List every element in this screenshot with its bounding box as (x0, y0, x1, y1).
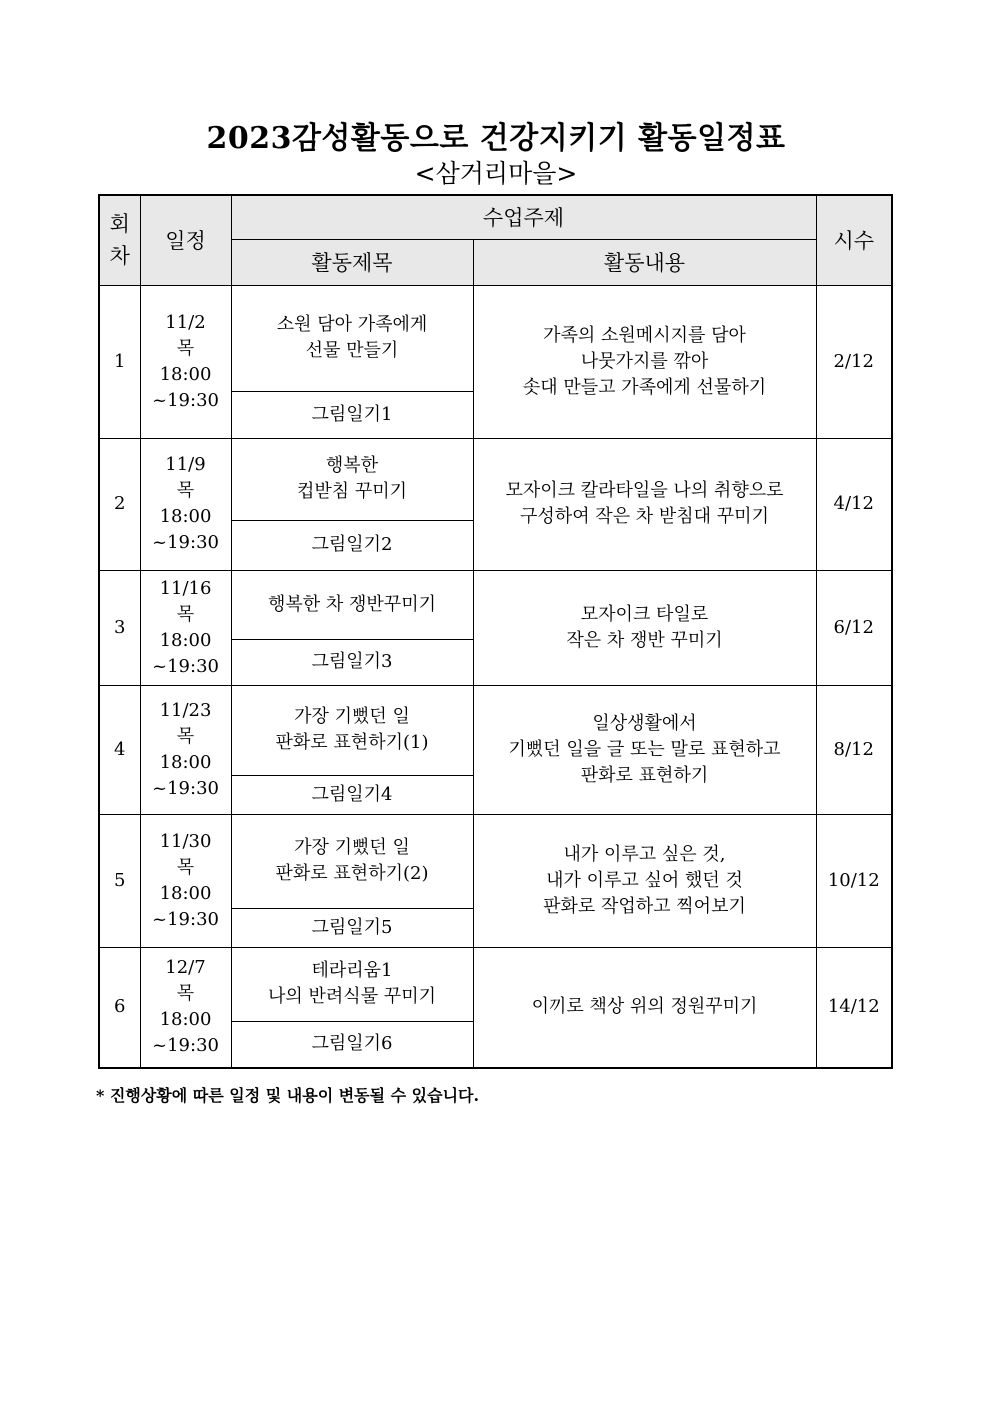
activity-content-line: 내가 이루고 싶어 했던 것 (546, 869, 743, 891)
diary-cell: 그림일기4 (231, 775, 473, 814)
start-time: 18:00 (159, 506, 212, 527)
schedule-table (98, 194, 893, 1069)
day: 목 (176, 856, 195, 878)
activity-content-line: 모자이크 칼라타일을 나의 취향으로 (505, 480, 784, 501)
activity-content-cell (473, 685, 816, 814)
table-row (99, 814, 892, 908)
end-time: ~19:30 (152, 655, 219, 677)
activity-title-line: 소원 담아 가족에게 (276, 314, 428, 335)
end-time: ~19:30 (152, 389, 219, 411)
page-title: 2023감성활동으로 건강지키기 활동일정표 (206, 121, 786, 156)
table-row (99, 685, 892, 775)
activity-content-line: 작은 차 쟁반 꾸미기 (566, 629, 723, 651)
diary-cell: 그림일기6 (231, 1021, 473, 1068)
activity-title-line: 가장 기뻤던 일 (294, 706, 410, 727)
activity-content-line: 기뻤던 일을 글 또는 말로 표현하고 (508, 738, 781, 760)
schedule-cell (140, 814, 231, 947)
schedule-cell (140, 685, 231, 814)
activity-content-cell (473, 814, 816, 947)
day: 목 (176, 725, 195, 747)
round-cell: 3 (99, 570, 140, 685)
activity-content-line: 구성하여 작은 차 받침대 꾸미기 (520, 506, 769, 527)
header-topic: 수업주제 (231, 195, 816, 239)
activity-title-line: 컵받침 꾸미기 (296, 481, 408, 502)
diary-cell: 그림일기2 (231, 520, 473, 570)
schedule-cell (140, 285, 231, 438)
header-schedule: 일정 (140, 195, 231, 285)
day: 목 (176, 983, 195, 1005)
footnote: * 진행상황에 따른 일정 및 내용이 변동될 수 있습니다. (96, 1086, 480, 1105)
hours-cell: 14/12 (816, 947, 892, 1068)
hours-cell: 4/12 (816, 438, 892, 570)
activity-title-cell (231, 570, 473, 639)
start-time: 18:00 (159, 882, 212, 904)
activity-title-line: 판화로 표현하기(2) (275, 863, 429, 884)
schedule-cell (140, 570, 231, 685)
round-cell: 4 (99, 685, 140, 814)
activity-title-line: 선물 만들기 (305, 340, 399, 361)
date: 11/9 (165, 454, 206, 475)
end-time: ~19:30 (152, 1035, 219, 1057)
hours-cell: 6/12 (816, 570, 892, 685)
activity-content-cell (473, 570, 816, 685)
header-round: 회 차 (99, 195, 140, 285)
day: 목 (176, 337, 195, 359)
end-time: ~19:30 (152, 777, 219, 799)
date: 11/16 (159, 577, 212, 599)
start-time: 18:00 (159, 751, 212, 773)
table-row (99, 438, 892, 520)
round-cell: 6 (99, 947, 140, 1068)
activity-content-cell (473, 285, 816, 438)
end-time: ~19:30 (152, 908, 219, 930)
header-activity-title: 활동제목 (231, 239, 473, 285)
day: 목 (176, 480, 195, 501)
table-row (99, 947, 892, 1021)
activity-title-line: 판화로 표현하기(1) (275, 732, 429, 753)
hours-cell: 8/12 (816, 685, 892, 814)
activity-title-line: 나의 반려식물 꾸미기 (268, 986, 436, 1007)
activity-content-line: 이끼로 책상 위의 정원꾸미기 (531, 996, 758, 1018)
hours-cell: 2/12 (816, 285, 892, 438)
date: 11/2 (165, 311, 206, 333)
activity-title-line: 가장 기뻤던 일 (294, 837, 410, 858)
activity-title-cell (231, 947, 473, 1021)
activity-content-cell (473, 947, 816, 1068)
header-activity-content: 활동내용 (473, 239, 816, 285)
activity-content-line: 내가 이루고 싶은 것, (563, 843, 726, 865)
activity-title-line: 행복한 차 쟁반꾸미기 (268, 593, 436, 615)
activity-title-line: 행복한 (325, 455, 379, 476)
activity-title-cell (231, 285, 473, 391)
activity-title-line: 테라리움1 (311, 960, 393, 981)
activity-content-line: 나뭇가지를 깎아 (580, 350, 709, 372)
activity-title-cell (231, 814, 473, 908)
end-time: ~19:30 (152, 532, 219, 553)
schedule-cell (140, 947, 231, 1068)
diary-cell: 그림일기1 (231, 391, 473, 438)
date: 11/23 (159, 699, 212, 721)
table-row (99, 285, 892, 391)
diary-cell: 그림일기5 (231, 908, 473, 947)
start-time: 18:00 (159, 363, 212, 385)
activity-content-line: 가족의 소원메시지를 담아 (543, 324, 746, 346)
table-row (99, 570, 892, 639)
page-subtitle: <삼거리마을> (414, 159, 578, 188)
header-hours: 시수 (816, 195, 892, 285)
round-cell: 1 (99, 285, 140, 438)
activity-title-cell (231, 685, 473, 775)
activity-content-line: 판화로 작업하고 찍어보기 (543, 895, 746, 917)
round-cell: 5 (99, 814, 140, 947)
round-cell: 2 (99, 438, 140, 570)
day: 목 (176, 603, 195, 625)
date: 12/7 (165, 957, 206, 979)
activity-content-line: 모자이크 타일로 (580, 603, 709, 625)
start-time: 18:00 (159, 1009, 212, 1031)
start-time: 18:00 (159, 629, 212, 651)
activity-content-line: 일상생활에서 (592, 712, 697, 734)
activity-content-line: 판화로 표현하기 (580, 764, 709, 786)
activity-content-line: 솟대 만들고 가족에게 선물하기 (522, 376, 767, 398)
diary-cell: 그림일기3 (231, 639, 473, 685)
activity-title-cell (231, 438, 473, 520)
date: 11/30 (159, 830, 212, 852)
hours-cell: 10/12 (816, 814, 892, 947)
schedule-cell (140, 438, 231, 570)
activity-content-cell (473, 438, 816, 570)
